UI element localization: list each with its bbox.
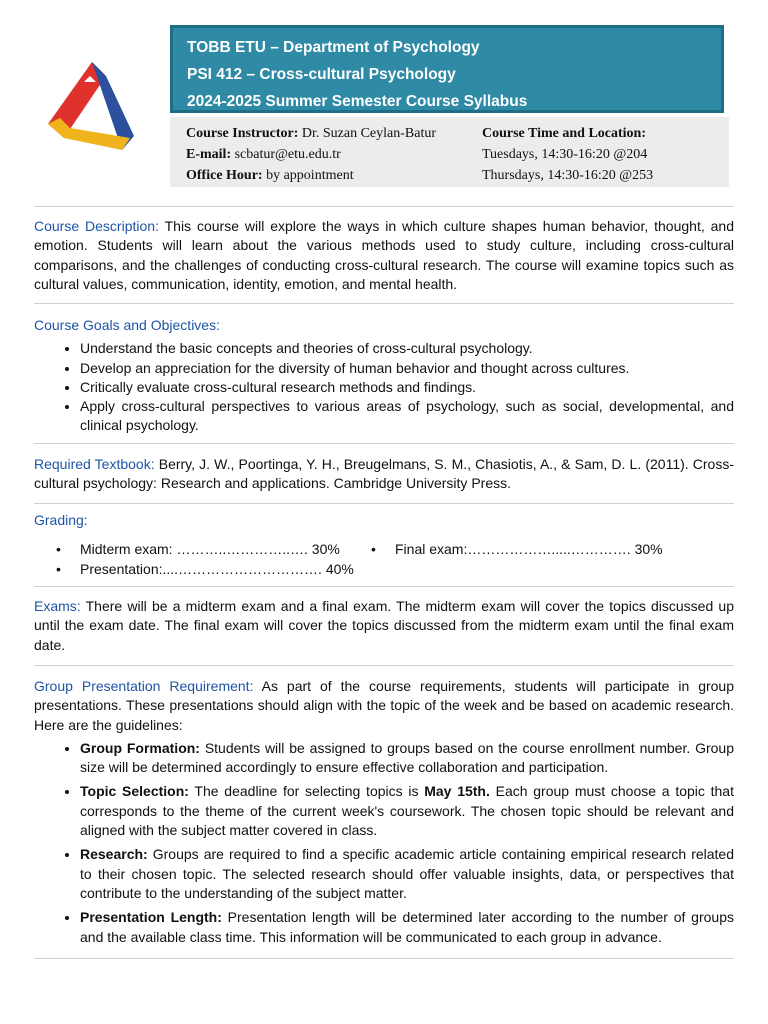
grading-label: Grading:	[34, 512, 88, 528]
exams-label: Exams:	[34, 598, 81, 614]
list-item: • Understand the basic concepts and theories of cross-cultural psychology.	[80, 339, 734, 358]
textbook-label: Required Textbook:	[34, 456, 155, 472]
group-presentation-section	[34, 677, 734, 952]
guideline-text: Each group must choose a topic that corresponds to the theme of the current week's coursework. The chosen topic should be relevant and aligned with the subject matter covered in class.	[80, 783, 734, 839]
office-hour-value: by appointment	[262, 168, 354, 183]
list-item: • Develop an appreciation for the diversity of human behavior and thought across cultures.	[80, 359, 734, 378]
guideline-text: The deadline for selecting topics is	[188, 783, 425, 800]
divider	[34, 665, 734, 666]
office-hour-label: Office Hour:	[186, 168, 263, 183]
divider	[34, 958, 734, 959]
grading-presentation: • Presentation:....…………………………. 40%	[56, 561, 354, 577]
group-text: As part of the course requirements, students will participate in group presentations. These presentations should align with the topic of the week and be based on academic research. Here are the guidelines:	[34, 678, 735, 733]
list-item	[80, 908, 734, 947]
grading-final: • Final exam:……………….....…………. 30%	[371, 541, 663, 557]
divider	[34, 303, 734, 304]
guidelines-list	[34, 739, 734, 947]
required-textbook	[34, 455, 734, 494]
header-semester: 2024-2025 Summer Semester Course Syllabus	[187, 93, 528, 110]
course-description	[34, 217, 734, 294]
instructor-value: Dr. Suzan Ceylan-Batur	[298, 126, 437, 141]
list-item	[80, 739, 734, 778]
header-department: TOBB ETU – Department of Psychology	[187, 39, 480, 56]
grading-presentation-text: Presentation:....…………………………. 40%	[80, 561, 354, 577]
list-item	[80, 782, 734, 840]
exams-text: There will be a midterm exam and a final exam. The midterm exam will cover the topics discussed up until the exam date. The final exam will cover the topics discussed from the midterm exam until the final exam date.	[34, 598, 734, 653]
divider	[34, 206, 734, 207]
grading-section	[34, 511, 734, 530]
university-logo	[40, 58, 140, 158]
course-time-2: Thursdays, 14:30-16:20 @253	[482, 168, 654, 183]
guideline-text: Students will be assigned to groups based on the course enrollment number. Group size will be determined accordingly to ensure effective collaboration and participation.	[80, 739, 734, 776]
description-label: Course Description:	[34, 218, 159, 234]
exams-section	[34, 597, 734, 655]
deadline-date: May 15th.	[424, 783, 490, 800]
course-time-label: Course Time and Location:	[482, 126, 646, 141]
textbook-text: Berry, J. W., Poortinga, Y. H., Breugelmans, S. M., Chasiotis, A., & Sam, D. L. (2011). Cross-cultural psychology: Research and applications. Cambridge University Press.	[34, 456, 734, 492]
divider	[34, 443, 734, 444]
description-text: This course will explore the ways in which culture shapes human behavior, thought, and emotion. Students will learn about the various methods used to study culture, including cross-cultural comparisons, and the challenges of conducting cross-cultural research. The course will examine topics such as cultural values, communication, identity, emotion, and mental health.	[34, 218, 734, 292]
guideline-text: Groups are required to find a specific academic article containing empirical research related to their chosen topic. The selected research should offer valuable insights, data, or perspectives that contribute to the understanding of the subject matter.	[80, 846, 734, 901]
guideline-title: Research:	[80, 846, 148, 863]
list-item: • Apply cross-cultural perspectives to various areas of psychology, such as social, developmental, and clinical psychology.	[80, 397, 734, 436]
course-goals	[34, 316, 734, 436]
guideline-title: Topic Selection:	[80, 783, 189, 800]
course-time-1: Tuesdays, 14:30-16:20 @204	[482, 147, 648, 162]
email-label: E-mail:	[186, 147, 232, 162]
grading-midterm: • Midterm exam: ………..…………..…. 30%	[56, 541, 340, 557]
guideline-title: Group Formation:	[80, 739, 200, 756]
course-info-box	[170, 117, 729, 187]
course-header-banner	[170, 25, 724, 113]
list-item: • Critically evaluate cross-cultural research methods and findings.	[80, 378, 734, 397]
grading-midterm-text: Midterm exam: ………..…………..…. 30%	[80, 541, 340, 557]
goals-label: Course Goals and Objectives:	[34, 317, 220, 333]
header-course: PSI 412 – Cross-cultural Psychology	[187, 66, 456, 83]
divider	[34, 503, 734, 504]
list-item	[80, 845, 734, 903]
divider	[34, 586, 734, 587]
group-label: Group Presentation Requirement:	[34, 678, 254, 694]
guideline-title: Presentation Length:	[80, 909, 222, 926]
goals-list	[34, 339, 734, 435]
grading-final-text: Final exam:……………….....…………. 30%	[395, 541, 663, 557]
email-value: scbatur@etu.edu.tr	[231, 147, 341, 162]
guideline-text: Presentation length will be determined later according to the number of groups and the available class time. This information will be communicated to each group in advance.	[80, 909, 734, 945]
instructor-label: Course Instructor:	[186, 126, 299, 141]
